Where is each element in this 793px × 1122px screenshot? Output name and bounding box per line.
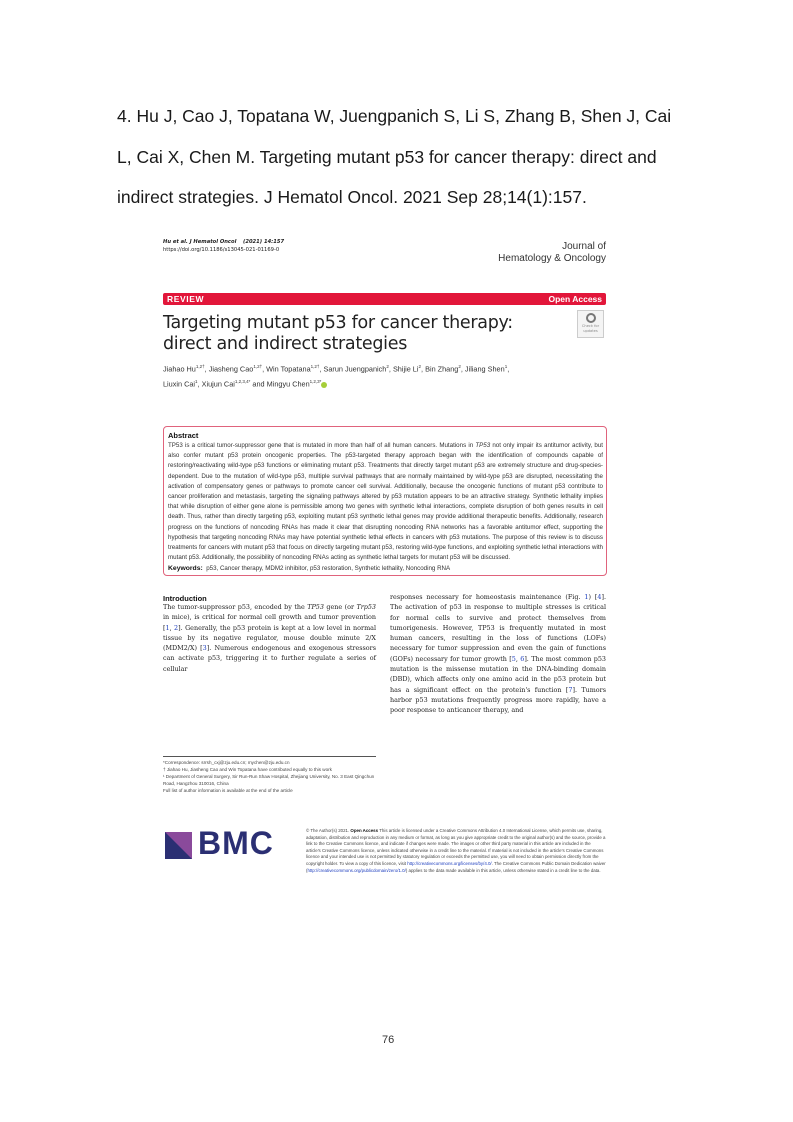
abstract-box [163, 426, 607, 576]
footnotes [163, 759, 378, 794]
author-affiliation: 1,2,3* [309, 379, 322, 385]
orcid-icon[interactable] [321, 382, 327, 388]
reference-link[interactable]: 3 [202, 644, 207, 653]
introduction-right-column: responses necessary for homeostasis maintenance (Fig. 1) [4]. The activation of p53 in response to multiple stresses is critical for normal cells to survive and protect themselves from tumorigenesis. However, TP53 is frequently mutated in most human cancers, resulting in the loss of functions (LOFs) necessary for tumor suppression and even the gain of functions (GOFs) necessary for tumor growth [5, 6]. The most common p53 mutation is the missense mutation in the DNA-binding domain (DBD), which affects only one amino acid in the p53 protein but has a significant effect on the protein's function [7]. Tumors harbor p53 mutations frequently progress more rapidly, have a poor response to anticancer therapy, and [390, 593, 606, 715]
running-head: Hu et al. J Hematol Oncol [163, 239, 237, 245]
reference-link[interactable]: 7 [568, 685, 573, 694]
author-name: Jiahao Hu [163, 364, 196, 374]
footnote-equal-contribution: † Jiahao Hu, Jiasheng Cao and Win Topatana have contributed equally to this work [163, 767, 332, 772]
title-line: Targeting mutant p53 for cancer therapy: [163, 313, 513, 333]
cc-zero-link[interactable]: http://creativecommons.org/publicdomain/zero/1.0/ [307, 867, 406, 873]
author-affiliation: 1,2,3,4* [234, 379, 251, 385]
author-affiliation: 2 [458, 364, 461, 369]
footnote-correspondence: *Correspondence: srrsh_cxj@zju.edu.cn; mychen@zju.edu.cn [163, 760, 290, 765]
journal-name-line: Hematology & Oncology [498, 253, 606, 264]
author-name: Jiliang Shen [464, 364, 505, 374]
author-name: Liuxin Cai [163, 379, 196, 389]
keywords [168, 564, 603, 574]
article-type-banner [163, 293, 606, 305]
keywords-list: p53, Cancer therapy, MDM2 inhibitor, p53 restoration, Synthetic lethality, Noncoding RNA [206, 565, 451, 573]
footnote-affiliation: ¹ Department of General Surgery, Sir Run-Run Shaw Hospital, Zhejiang University, No. 3 East Qingchun Road, Hangzhou 310016, China [163, 774, 375, 786]
author-name: Xiujun Cai [201, 379, 235, 389]
reference-link[interactable]: 6 [520, 654, 525, 663]
check-for-updates-badge[interactable] [577, 310, 604, 338]
reference-link[interactable]: 4 [597, 593, 602, 601]
reference-link[interactable]: 1 [584, 593, 589, 601]
author-name: Mingyu Chen [266, 379, 310, 389]
author-name: Shijie Li [392, 364, 419, 374]
citation-line: L, Cai X, Chen M. Targeting mutant p53 for cancer therapy: direct and [117, 146, 657, 167]
author-name: Bin Zhang [425, 364, 459, 374]
doi-link[interactable]: https://doi.org/10.1186/s13045-021-01169-0 [163, 247, 280, 253]
author-affiliation: 1,2† [195, 364, 205, 369]
journal-name [498, 241, 606, 265]
running-header [163, 238, 284, 254]
keywords-label: Keywords: [168, 565, 203, 573]
author-name: Sarun Juengpanich [323, 364, 387, 374]
author-affiliation: 2 [418, 364, 422, 369]
author-name: Jiasheng Cao [208, 364, 254, 374]
bmc-logo [163, 825, 293, 868]
bmc-logo-text: BMC [198, 825, 274, 861]
author-affiliation: 1 [195, 379, 198, 385]
author-name: Win Topatana [266, 364, 311, 374]
bmc-logo-icon [165, 832, 192, 859]
footnote-author-info: Full list of author information is available at the end of the article [163, 788, 293, 793]
reference-link[interactable]: 1 [165, 623, 170, 632]
check-updates-label: updates [583, 329, 598, 333]
author-affiliation: 1 [504, 364, 508, 369]
article-type: REVIEW [167, 294, 205, 304]
title-line: direct and indirect strategies [163, 334, 408, 354]
check-updates-icon [586, 313, 596, 323]
author-list: Jiahao $Hu^{1,2\dagger}$, Jiasheng Cao$^{1,2\dagger}$, Win Topatana$^{1,2\dagger}$, Sarun Juengpanich$^2$, Shijie Li$^2$, Bin Zhang$^2$, Jiliang Shen$^1$, Liuxin Cai$^1$, Xiujun Cai$^{1,2,3,4*}$ and Mingyu Chen$^{1,2,3*}$ [163, 364, 510, 389]
author-affiliation: 1,2† [310, 364, 320, 369]
open-access-label: Open Access [548, 294, 602, 304]
introduction-heading: Introduction [163, 594, 207, 603]
abstract-text: TP53 is a critical tumor-suppressor gene that is mutated in more than half of all human cancers. Mutations in TP53 not only impair its antitumor activity, but also confer mutant p53 protein oncogenic properties. The p53-targeted therapy approach began with the identification of compounds capable of restoring/reactivating wild-type p53 functions or eliminating mutant p53. Treatments that directly target mutant p53 are extremely structure and drug-species-dependent. Due to the mutation of wild-type p53, multiple survival pathways that are normally maintained by wild-type p53 are disrupted, necessitating the activation of compensatory genes or pathways to promote cancer cell survival. Additionally, because the oncogenic functions of mutant p53 contribute to cancer proliferation and metastasis, targeting the signaling pathways altered by p53 mutation appears to be an attractive strategy. Synthetic lethality implies that while disruption of either gene alone is permissible among two genes with synthetic lethal interactions, complete disruption of both genes results in cell death. Thus, rather than directly targeting p53, exploiting mutant p53 synthetic lethal genes may provide additional therapeutic benefits. Additionally, research progress on the functions of noncoding RNAs has made it clear that disrupting noncoding RNA networks has a favorable antitumor effect, supporting the hypothesis that targeting noncoding RNAs may have potential synthetic lethal effects in cancers with p53 mutations. The purpose of this review is to discuss treatments for cancers with mutant p53 that focus on directly targeting mutant p53, restoring wild-type functions, and exploiting synthetic lethal interactions with mutant p53. Additionally, the possibility of noncoding RNAs acting as synthetic lethal targets for mutant p53 will be discussed. [168, 442, 603, 562]
cc-by-link[interactable]: http://creativecommons.org/licenses/by/4.0/ [407, 860, 492, 866]
page-number: 76 [382, 1034, 395, 1046]
reference-link[interactable]: 2 [174, 623, 179, 632]
citation-line: 4. Hu J, Cao J, Topatana W, Juengpanich S, Li S, Zhang B, Shen J, Cai [117, 106, 672, 126]
reference-link[interactable]: 5 [511, 654, 516, 663]
journal-name-line: Journal of [562, 241, 606, 252]
author-affiliation: 2 [386, 364, 389, 369]
citation-line: indirect strategies. J Hematol Oncol. 2021 Sep 28;14(1):157. [117, 187, 587, 207]
footnote-divider [163, 756, 376, 757]
introduction-left-column: The tumor-suppressor p53, encoded by the TP53 gene (or Trp53 in mice), is critical for normal cell growth and tumor prevention [1, 2]. Generally, the p53 protein is kept at a low level in normal tissue by its negative regulator, mouse double minute 2/X (MDM2/X) [3]. Numerous endogenous and exogenous stressors can activate p53, triggering it to further regulate a series of cellular [163, 603, 376, 673]
license-statement: © The Author(s) 2021. Open Access This article is licensed under a Creative Commons Attribution 4.0 International License, which permits use, sharing, adaptation, distribution and reproduction in any medium or format, as long as you give appropriate credit to the original author(s) and the source, provide a link to the Creative Commons licence, and indicate if changes were made. The images or other third party material in this article are included in the article's Creative Commons licence, unless indicated otherwise in a credit line to the material. If material is not included in the article's Creative Commons licence and your intended use is not permitted by statutory regulation or exceeds the permitted use, you will need to obtain permission directly from the copyright holder. To view a copy of this licence, visit http://creativecommons.org/licenses/by/4.0/. The Creative Commons Public Domain Dedication waiver (http://creativecommons.org/publicdomain/zero/1.0/) applies to the data made available in this article, unless otherwise stated in a credit line to the data. [306, 828, 606, 873]
check-updates-label: Check for [581, 324, 600, 328]
paper-title [163, 313, 563, 355]
paper-first-page-image [163, 238, 606, 898]
reference-citation [117, 96, 697, 218]
abstract-heading: Abstract [168, 431, 199, 440]
author-affiliation: 1,2† [253, 364, 263, 369]
year-volume: (2021) 14:157 [242, 239, 285, 245]
